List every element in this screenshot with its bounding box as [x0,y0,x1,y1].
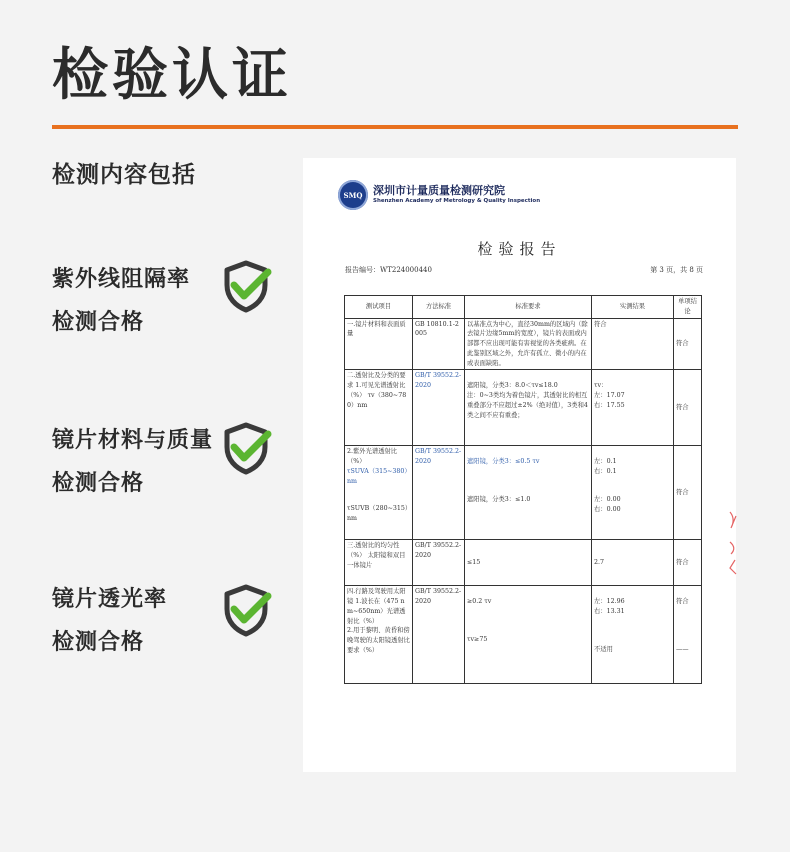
table-cell: GB/T 39552.2-2020 [413,370,465,446]
table-cell: 符合 [674,370,702,446]
verdict-text: 符合 [676,598,689,606]
result-text: 右：13.31 [594,608,625,615]
table-header: 标准要求 [465,296,592,319]
result-text: 右：0.1 [594,468,617,475]
section-heading: 检测内容包括 [52,162,196,188]
institute-name-en: Shenzhen Academy of Metrology & Quality Inspection [373,198,541,204]
inspection-report [303,158,736,772]
page-title: 检验认证 [52,43,292,108]
table-cell: GB/T 39552.2-2020 [413,446,465,540]
result-text: 右：17.55 [594,401,625,409]
check-item-material [52,423,213,497]
item-text: τSUVA（315~380）nm [347,467,408,485]
table-header: 测试项目 [345,296,413,319]
title-divider [52,125,738,129]
check-item-label: 镜片材料与质量 [52,428,214,453]
result-text: 右：0.00 [594,505,621,513]
requirement-text: 遮阳镜，分类3：≤0.5 τv [467,458,540,466]
table-row [345,318,702,370]
verdict-text: —— [676,646,689,653]
table-cell [465,446,592,540]
institute-name-cn: 深圳市计量质量检测研究院 [373,184,505,197]
table-header: 实测结果 [592,296,674,319]
item-text: 2.紫外光谱透射比（%） [347,448,398,465]
check-item-transmittance [52,582,167,656]
table-cell [592,586,674,684]
requirement-text: 遮阳镜，分类3：8.0＜τv≤18.0 [467,382,558,390]
table-cell: 二.透射比及分类的要求 1.可见光谱透射比（%） τv（380~780）nm [345,370,413,446]
table-cell: 以基准点为中心，直径30mm的区域内（除去镜片边缘5mm的宽度），镜片的表面或内部都不应出现可能有害视觉的各类疵病。在此鉴别区域之外，允许有孤立、微小的内在或表面缺陷。 [465,318,592,370]
table-cell [592,446,674,540]
requirement-note: 注：0~3类均为着色镜片，其透射比的相互重叠部分不应超过±2%（绝对值），3类和4类之间不应有重叠； [467,392,588,419]
result-text: 左：17.07 [594,392,625,399]
table-header: 单项结论 [674,296,702,319]
table-cell: GB/T 39552.2-2020 [413,540,465,586]
result-text: 左：12.96 [594,598,625,606]
report-table [344,295,702,684]
result-text: 不适用 [594,645,613,653]
report-number: 报告编号：WT224000440 [345,266,432,274]
table-cell [345,446,413,540]
table-cell: GB 10810.1-2005 [413,318,465,370]
item-text: 2.用于黎明、黄昏和傍晚驾驶的太阳镜透射比要求（%） [347,627,410,654]
table-row [345,586,702,684]
result-text: τv： [594,382,608,390]
requirement-text: τv≥75 [467,636,488,643]
shield-check-icon [218,582,274,638]
check-item-label: 镜片透光率 [52,587,168,612]
table-header: 方法标准 [413,296,465,319]
item-text: τSUVB（280~315）nm [347,505,409,522]
table-cell [592,370,674,446]
seal-stamp-icon [727,508,741,578]
table-cell: GB/T 39552.2-2020 [413,586,465,684]
table-cell [674,586,702,684]
check-item-status: 检测合格 [52,471,145,496]
table-cell [465,586,592,684]
smq-logo: SMQ [338,180,368,210]
report-page-number: 第 3 页，共 8 页 [650,266,703,274]
table-cell: 符合 [674,446,702,540]
table-header-row [345,296,702,319]
table-cell: ≤15 [465,540,592,586]
check-item-label: 紫外线阻隔率 [52,267,191,292]
table-row [345,446,702,540]
item-text: 四.行路及驾驶用太阳镜 1.波长在（475 nm~650nm）光谱透射比（%） [347,588,406,625]
table-cell: 三.透射比的均匀性（%） 太阳镜和双目一体镜片 [345,540,413,586]
result-text: 左：0.00 [594,495,621,503]
table-cell: 2.7 [592,540,674,586]
shield-check-icon [218,258,274,314]
table-cell: 一.镜片材料和表面质量 [345,318,413,370]
check-item-uv [52,262,190,336]
table-row [345,540,702,586]
table-cell [345,586,413,684]
requirement-text: 遮阳镜，分类3：≤1.0 [467,496,531,503]
shield-check-icon [218,420,274,476]
result-text: 左：0.1 [594,458,617,466]
report-title: 检验报告 [477,240,562,258]
table-cell [465,370,592,446]
table-cell: 符合 [674,318,702,370]
table-cell: 符合 [592,318,674,370]
check-item-status: 检测合格 [52,310,145,335]
requirement-text: ≥0.2 τv [467,598,492,606]
table-cell: 符合 [674,540,702,586]
check-item-status: 检测合格 [52,630,145,655]
table-row [345,370,702,446]
